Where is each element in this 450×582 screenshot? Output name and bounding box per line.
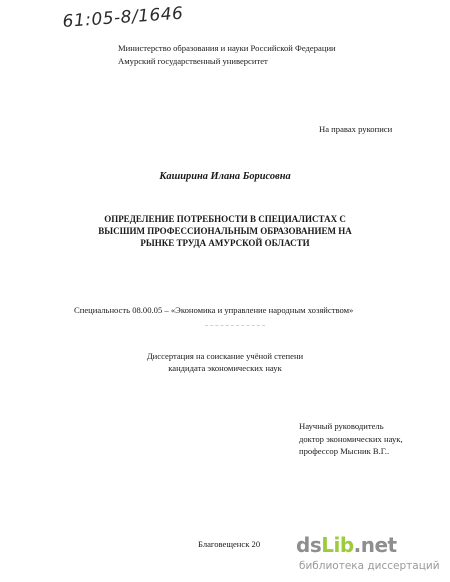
degree-line: кандидата экономических наук xyxy=(168,363,282,373)
logo-ds: ds xyxy=(296,533,322,557)
degree-line: Диссертация на соискание учёной степени xyxy=(146,351,304,361)
specialty-line: Специальность 08.00.05 – «Экономика и управление народным хозяйством» xyxy=(74,305,354,315)
ministry-name: Министерство образования и науки Российской Федерации xyxy=(118,43,336,53)
city-year: Благовещенск 20 xyxy=(198,539,261,549)
title-line: ОПРЕДЕЛЕНИЕ ПОТРЕБНОСТИ В СПЕЦИАЛИСТАХ С xyxy=(104,214,346,224)
logo-lib: Lib xyxy=(321,533,354,557)
dslib-logo xyxy=(296,533,397,557)
title-line: РЫНКЕ ТРУДА АМУРСКОЙ ОБЛАСТИ xyxy=(140,238,310,248)
watermark-subtitle: библиотека диссертаций xyxy=(299,560,440,572)
supervisor-name: профессор Мысник В.Г.. xyxy=(299,446,390,456)
institution-header xyxy=(118,42,336,68)
scan-smudge xyxy=(205,325,265,332)
degree-statement xyxy=(0,350,450,374)
logo-net: .net xyxy=(353,533,397,557)
supervisor-block xyxy=(299,420,403,458)
dissertation-title xyxy=(40,213,410,249)
title-line: ВЫСШИМ ПРОФЕССИОНАЛЬНЫМ ОБРАЗОВАНИЕМ НА xyxy=(98,226,352,236)
supervisor-degree: доктор экономических наук, xyxy=(299,433,403,444)
university-name: Амурский государственный университет xyxy=(118,56,268,66)
manuscript-rights-note: На правах рукописи xyxy=(319,124,393,134)
supervisor-label: Научный руководитель xyxy=(299,421,384,431)
author-name: Каширина Илана Борисовна xyxy=(159,171,291,182)
handwritten-catalog-code: 61:05-8/1646 xyxy=(62,3,185,32)
dslib-watermark[interactable] xyxy=(290,532,450,582)
